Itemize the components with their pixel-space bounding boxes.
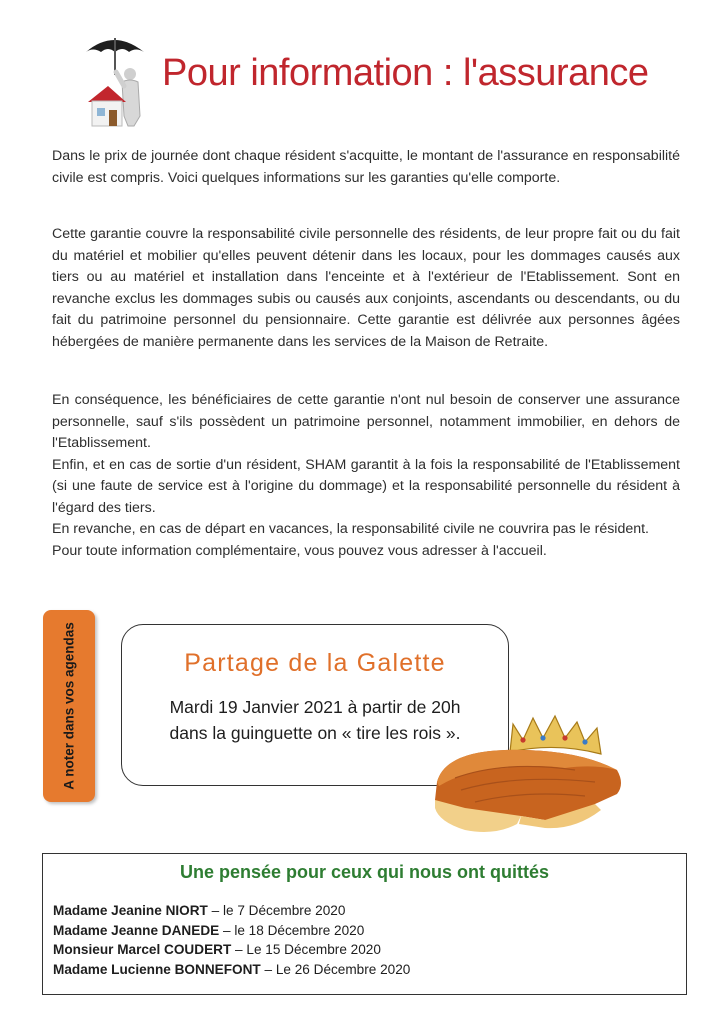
memorial-entry — [53, 901, 410, 921]
paragraph-intro-text: Dans le prix de journée dont chaque résident s'acquitte, le montant de l'assurance en responsabilité civile est compris. Voici quelques informations sur les garanties qu'elle comporte. — [52, 148, 680, 186]
paragraph-vacation: En revanche, en cas de départ en vacances, la responsabilité civile ne couvrira pas le résident. — [52, 521, 650, 537]
agenda-tab — [43, 610, 95, 802]
event-date: Mardi 19 Janvier 2021 à partir de 20h — [169, 697, 461, 717]
paragraph-departure: Enfin, et en cas de sortie d'un résident, SHAM garantit à la fois la responsabilité de l'Etablissement (si une faute de service est à l'origine du dommage) et la responsabilité personnelle du résident à l'égard des tiers. — [52, 456, 680, 516]
memorial-entry-date: – Le 26 Décembre 2020 — [260, 961, 411, 977]
memorial-entry-name: Madame Lucienne BONNEFONT — [53, 961, 261, 977]
memorial-entry-name: Madame Jeanne DANEDE — [53, 922, 220, 938]
memorial-title: Une pensée pour ceux qui nous ont quittés — [179, 862, 550, 882]
agenda-tab-label: A noter dans vos agendas — [61, 622, 77, 790]
intro-paragraph — [52, 146, 680, 189]
memorial-entry-name: Monsieur Marcel COUDERT — [53, 942, 232, 957]
coverage-paragraph — [52, 224, 680, 353]
paragraph-contact: Pour toute information complémentaire, vous pouvez vous adresser à l'accueil. — [52, 542, 547, 559]
memorial-entry-date: – le 7 Décembre 2020 — [207, 903, 346, 918]
memorial-entry — [53, 960, 410, 980]
page-title: Pour information : l'assurance — [162, 52, 649, 94]
memorial-entry — [53, 940, 410, 960]
umbrella-house-icon — [78, 30, 158, 130]
event-location: dans la guinguette on « tire les rois ». — [169, 723, 461, 743]
memorial-list — [53, 901, 410, 979]
memorial-entry-name: Madame Jeanine NIORT — [53, 903, 208, 918]
details-block — [52, 390, 680, 562]
memorial-entry — [53, 921, 410, 941]
memorial-entry-date: – Le 15 Décembre 2020 — [231, 942, 381, 957]
galette-crown-icon — [425, 712, 630, 842]
paragraph-coverage-text: Cette garantie couvre la responsabilité civile personnelle des résidents, de leur propre fait ou du fait du matériel et mobilier qu'elles peuvent détenir dans les locaux, pour les dommages causés aux tiers ou au matériel et installation dans l'enceinte et à l'extérieur de l'Etablissement. Sont en revanche exclus les dommages subis ou causés aux conjoints, ascendants ou descendants, ou du fait du patrimoine personnel du pensionnaire. Cette garantie est délivrée aux personnes âgées hébergées de manière permanente dans les services de la Maison de Retraite. — [52, 226, 680, 350]
memorial-box — [42, 853, 687, 995]
memorial-entry-date: – le 18 Décembre 2020 — [219, 922, 365, 938]
paragraph-consequence: En conséquence, les bénéficiaires de cette garantie n'ont nul besoin de conserver une assurance personnelle, sauf s'ils possèdent un patrimoine personnel, notamment immobilier, en dehors de l'Etablissement. — [52, 392, 680, 451]
event-title: Partage de la Galette — [184, 649, 446, 677]
